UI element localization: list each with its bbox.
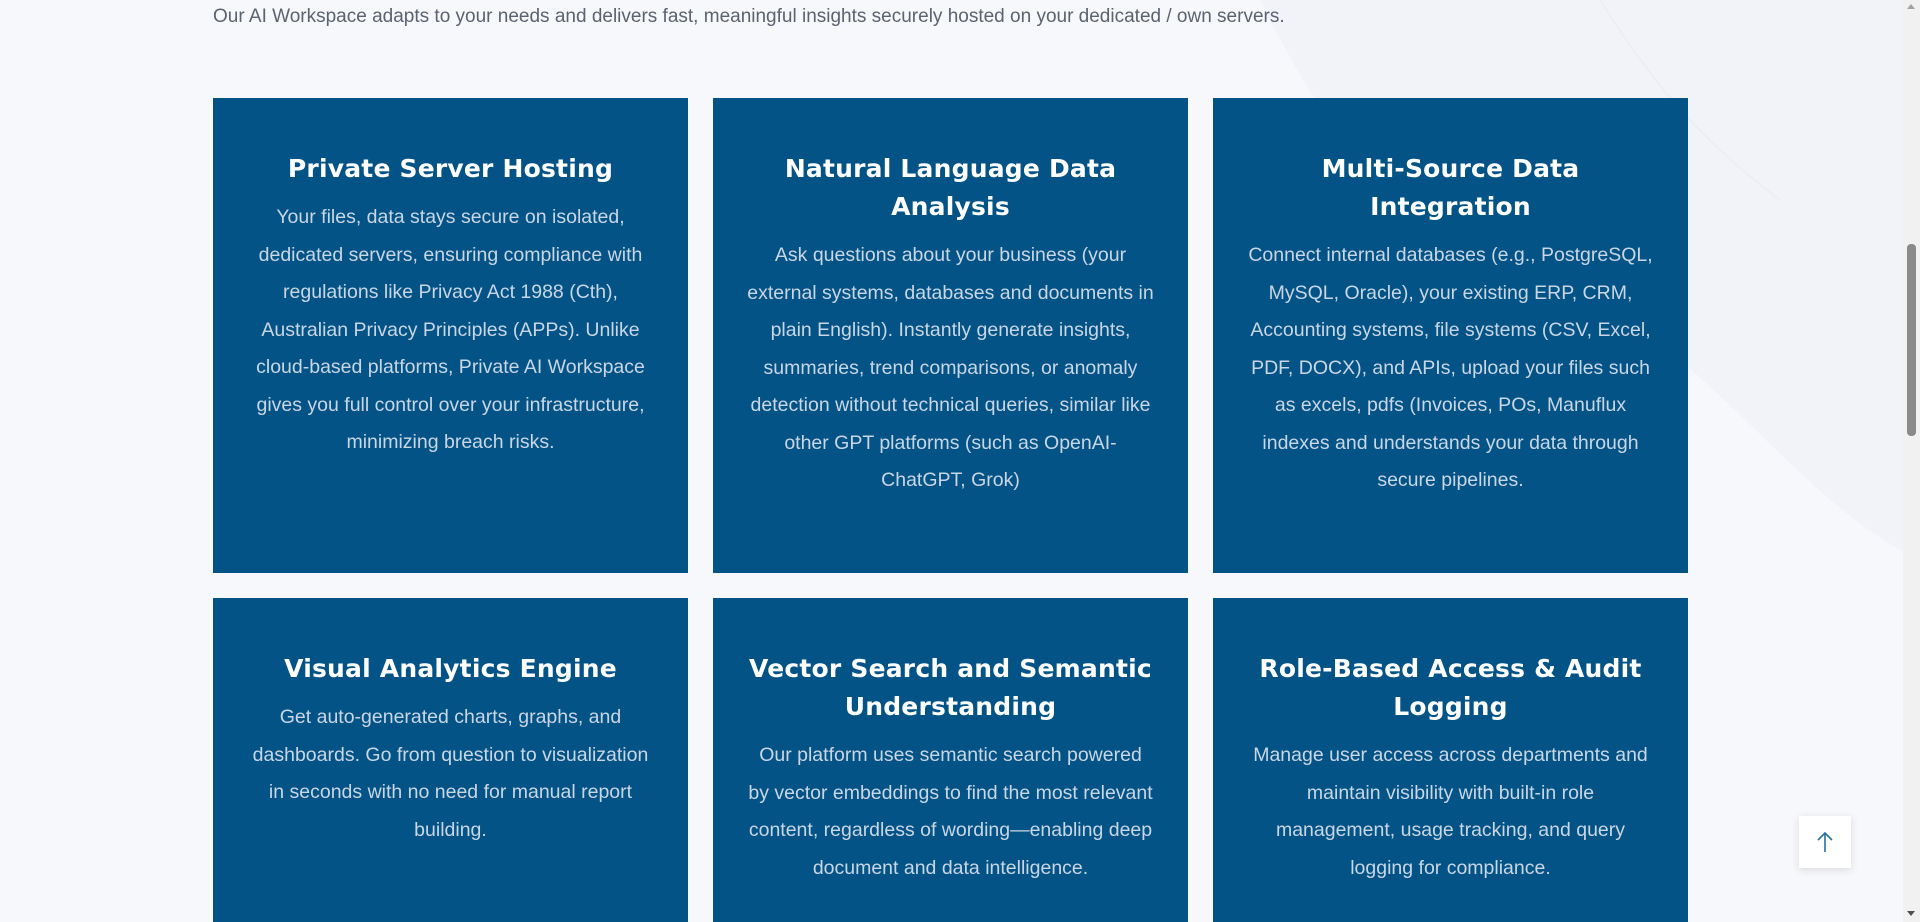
feature-description: Our platform uses semantic search powered by vector embeddings to find the most relevant content, regardless of wording—enabling deep document and data intelligence. (748, 744, 1153, 879)
feature-card-natural-language-data-analysis (713, 98, 1188, 573)
scrollbar-thumb[interactable] (1907, 244, 1916, 436)
feature-card-visual-analytics-engine (213, 598, 688, 922)
feature-title: Vector Search and Semantic Understanding (749, 654, 1152, 721)
features-grid (213, 98, 1689, 922)
feature-description: Manage user access across departments and maintain visibility with built-in role management, usage tracking, and query logging for compliance. (1253, 744, 1648, 879)
feature-title: Private Server Hosting (287, 154, 614, 183)
scroll-to-top-button[interactable] (1799, 816, 1851, 868)
feature-card-multi-source-data-integration (1213, 98, 1688, 573)
intro-text: Our AI Workspace adapts to your needs and delivers fast, meaningful insights securely hosted on your dedicated / own servers. (213, 6, 1285, 27)
feature-description: Get auto-generated charts, graphs, and dashboards. Go from question to visualization in seconds with no need for manual report building. (252, 706, 649, 841)
arrow-up-icon (1815, 830, 1835, 854)
feature-title: Role-Based Access & Audit Logging (1259, 654, 1642, 721)
scrollbar[interactable] (1903, 0, 1920, 922)
scroll-down-arrow-icon[interactable] (1907, 911, 1915, 916)
feature-title: Natural Language Data Analysis (784, 154, 1117, 221)
feature-card-vector-search (713, 598, 1188, 922)
feature-card-private-server-hosting (213, 98, 688, 573)
feature-card-role-based-access (1213, 598, 1688, 922)
feature-title: Multi-Source Data Integration (1321, 154, 1580, 221)
feature-description: Your files, data stays secure on isolated, dedicated servers, ensuring compliance with regulations like Privacy Act 1988 (Cth), Australian Privacy Principles (APPs). Unlike cloud-based platforms, Private AI Workspace gives you full control over your infrastructure, minimizing breach risks. (256, 206, 645, 453)
feature-title: Visual Analytics Engine (284, 654, 617, 683)
feature-description: Connect internal databases (e.g., PostgreSQL, MySQL, Oracle), your existing ERP, CRM, Accounting systems, file systems (CSV, Excel, PDF, DOCX), and APIs, upload your files such as excels, pdfs (Invoices, POs, Manuflux indexes and understands your data through secure pipelines. (1248, 244, 1653, 491)
scroll-up-arrow-icon[interactable] (1907, 4, 1915, 9)
feature-description: Ask questions about your business (your external systems, databases and documents in plain English). Instantly generate insights, summaries, trend comparisons, or anomaly detection without technical queries, similar like other GPT platforms (such as OpenAI-ChatGPT, Grok) (747, 244, 1154, 491)
